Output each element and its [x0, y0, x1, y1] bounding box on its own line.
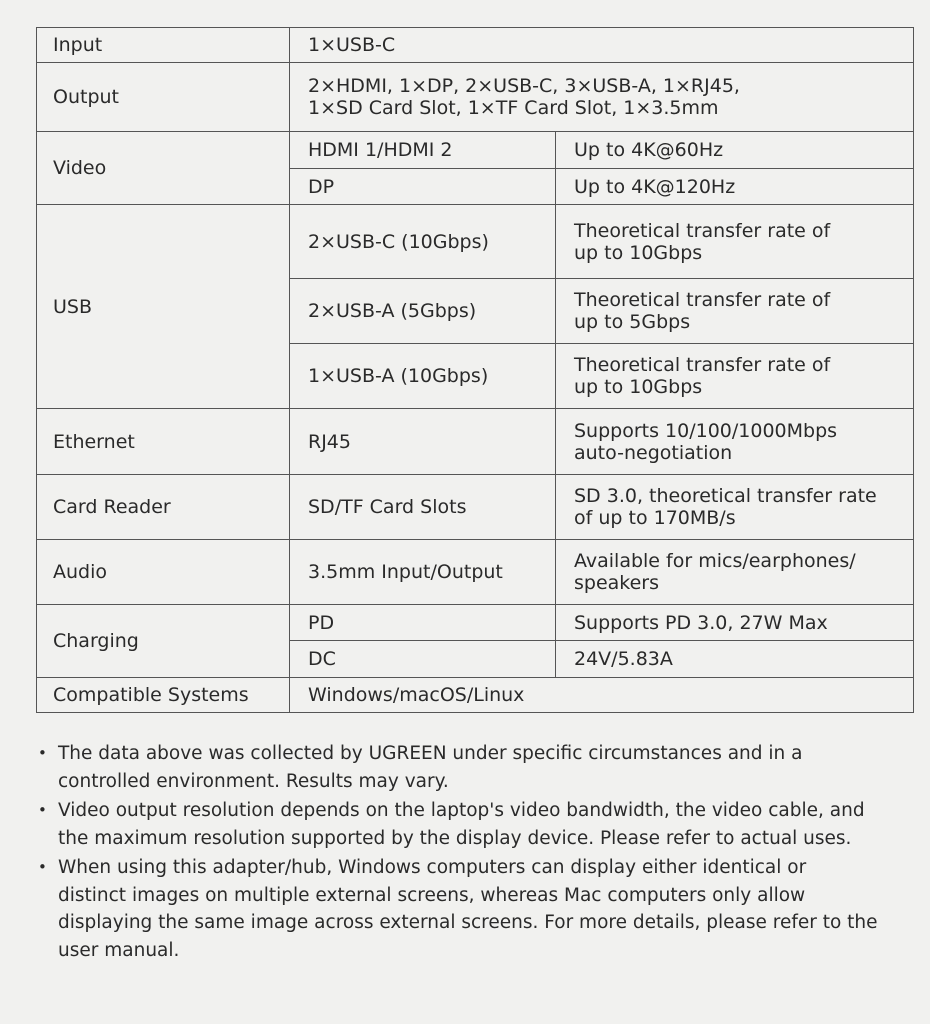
- table-row-compatible: [37, 678, 914, 713]
- detail-usb-c-line2: up to 10Gbps: [574, 241, 703, 264]
- detail-ethernet: [556, 409, 914, 475]
- label-video: Video: [37, 132, 290, 205]
- detail-usb-a-5-line2: up to 5Gbps: [574, 311, 691, 333]
- label-usb: USB: [37, 205, 290, 409]
- value-output: [290, 63, 914, 132]
- value-output-line2: 1×SD Card Slot, 1×TF Card Slot, 1×3.5mm: [308, 97, 719, 119]
- detail-usb-a-5-line1: Theoretical transfer rate of: [574, 289, 831, 311]
- port-usb-c: 2×USB-C (10Gbps): [290, 205, 556, 279]
- spec-table: [36, 27, 914, 713]
- detail-ethernet-line1: Supports 10/100/1000Mbps: [574, 419, 838, 442]
- footnote-line: user manual.: [58, 939, 180, 961]
- detail-video-dp: Up to 4K@120Hz: [556, 169, 914, 205]
- footnotes-list: [36, 740, 906, 966]
- footnote-line: • When using this adapter/hub, Windows computers can display either identical or: [58, 857, 807, 878]
- port-video-dp: DP: [290, 169, 556, 205]
- label-input: Input: [37, 28, 290, 63]
- footnote-line: • Video output resolution depends on the laptop's video bandwidth, the video cable, and: [58, 800, 865, 821]
- table-row-charging-1: [37, 605, 914, 641]
- detail-ethernet-line2: auto-negotiation: [574, 441, 733, 464]
- footnote-line: the maximum resolution supported by the display device. Please refer to actual uses.: [58, 827, 852, 849]
- detail-charging-dc: 24V/5.83A: [556, 641, 914, 678]
- footnote-line: • The data above was collected by UGREEN under specific circumstances and in a: [58, 743, 803, 764]
- detail-card-reader: [556, 475, 914, 540]
- table-row-usb-1: [37, 205, 914, 279]
- table-row-video-1: [37, 132, 914, 169]
- detail-card-reader-line1: SD 3.0, theoretical transfer rate: [574, 485, 877, 507]
- port-card-reader: SD/TF Card Slots: [290, 475, 556, 540]
- detail-usb-a-10-line1: Theoretical transfer rate of: [574, 354, 831, 376]
- port-usb-a-5: 2×USB-A (5Gbps): [290, 279, 556, 344]
- detail-audio-line1: Available for mics/earphones/: [574, 550, 856, 572]
- label-ethernet: Ethernet: [37, 409, 290, 475]
- port-ethernet: RJ45: [290, 409, 556, 475]
- port-audio: 3.5mm Input/Output: [290, 540, 556, 605]
- table-row-ethernet: [37, 409, 914, 475]
- detail-usb-c-line1: Theoretical transfer rate of: [574, 219, 831, 242]
- footnote-line: distinct images on multiple external screens, whereas Mac computers only allow: [58, 884, 806, 906]
- label-audio: Audio: [37, 540, 290, 605]
- detail-card-reader-line2: of up to 170MB/s: [574, 507, 736, 529]
- footnote-line: displaying the same image across external screens. For more details, please refer to the: [58, 912, 878, 933]
- value-output-line1: 2×HDMI, 1×DP, 2×USB-C, 3×USB-A, 1×RJ45,: [308, 75, 740, 97]
- value-compatible: Windows/macOS/Linux: [290, 678, 914, 713]
- detail-usb-c: [556, 205, 914, 279]
- detail-video-hdmi: Up to 4K@60Hz: [556, 132, 914, 169]
- value-input: 1×USB-C: [290, 28, 914, 63]
- detail-charging-pd: Supports PD 3.0, 27W Max: [556, 605, 914, 641]
- footnote-item: [36, 740, 906, 795]
- port-charging-pd: PD: [290, 605, 556, 641]
- table-row-audio: [37, 540, 914, 605]
- label-card-reader: Card Reader: [37, 475, 290, 540]
- label-output: Output: [37, 63, 290, 132]
- port-usb-a-10: 1×USB-A (10Gbps): [290, 344, 556, 409]
- label-charging: Charging: [37, 605, 290, 678]
- table-row-input: [37, 28, 914, 63]
- port-video-hdmi: HDMI 1/HDMI 2: [290, 132, 556, 169]
- detail-audio: [556, 540, 914, 605]
- table-row-card-reader: [37, 475, 914, 540]
- footnote-line: controlled environment. Results may vary.: [58, 770, 449, 792]
- port-charging-dc: DC: [290, 641, 556, 678]
- detail-audio-line2: speakers: [574, 572, 660, 594]
- detail-usb-a-10: [556, 344, 914, 409]
- table-row-output: [37, 63, 914, 132]
- detail-usb-a-5: [556, 279, 914, 344]
- detail-usb-a-10-line2: up to 10Gbps: [574, 376, 703, 398]
- footnote-item: [36, 797, 906, 852]
- footnote-item: [36, 854, 906, 964]
- label-compatible: Compatible Systems: [37, 678, 290, 713]
